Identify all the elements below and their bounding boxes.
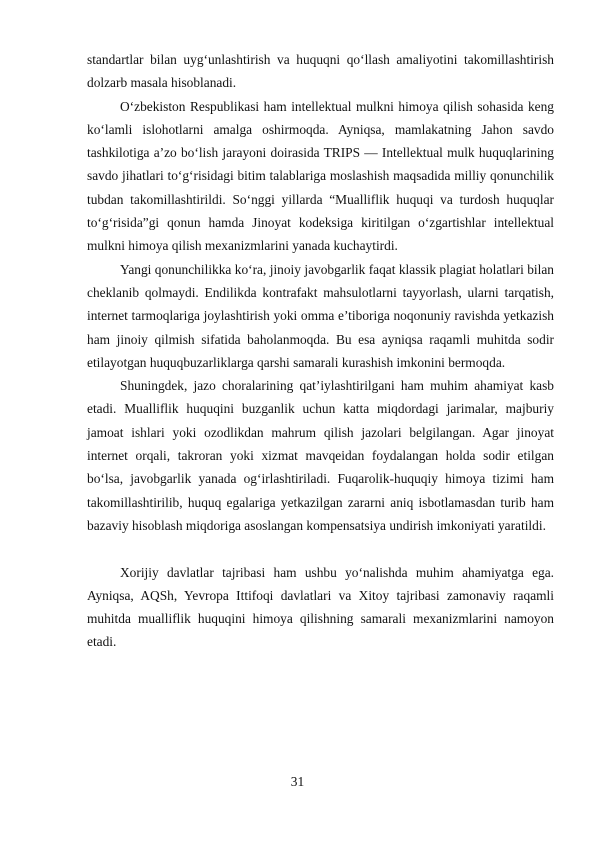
- paragraph-continuation: standartlar bilan uyg‘unlashtirish va huquqni qo‘llash amaliyotini takomillashtirish dolzarb masala hisoblanadi.: [87, 52, 554, 91]
- paragraph-new-legislation: Yangi qonunchilikka ko‘ra, jinoiy javobgarlik faqat klassik plagiat holatlari bilan cheklanib qolmaydi. Endilikda kontrafakt mahsulotlarni tayyorlash, ularni tarqatish, internet tarmoqlariga joylashtirish yoki omma e’tiboriga noqonuniy ravishda yetkazish ham jinoiy qilmish sifatida baholanmoqda. Bu esa ayniqsa raqamli muhitda sodir etilayotgan huquqbuzarliklarga qarshi samarali kurashish imkonini bermoqda.: [87, 261, 554, 370]
- document-page: [87, 48, 554, 654]
- paragraph-foreign-experience: Xorijiy davlatlar tajribasi ham ushbu yo‘nalishda muhim ahamiyatga ega. Ayniqsa, AQSh, Yevropa Ittifoqi davlatlari va Xitoy tajribasi zamonaviy raqamli muhitda mualliflik huquqini himoya qilishning samarali mexanizmlarini namoyon etadi.: [87, 564, 554, 650]
- page-number: 31: [290, 774, 305, 789]
- paragraph-gap: [87, 537, 554, 560]
- paragraph-uzbekistan-reforms: O‘zbekiston Respublikasi ham intellektual mulkni himoya qilish sohasida keng ko‘lamli islohotlarni amalga oshirmoqda. Ayniqsa, mamlakatning Jahon savdo tashkilotiga a’zo bo‘lish jarayoni doirasida TRIPS — Intellektual mulk huquqlarining savdo jihatlari to‘g‘risidagi bitim talablariga moslashish maqsadida milliy qonunchilik tubdan takomillashtirildi. So‘nggi yillarda “Mualliflik huquqi va turdosh huquqlar to‘g‘risida”gi qonun hamda Jinoyat kodeksiga kiritilgan o‘zgartishlar intellektual mulkni himoya qilish mexanizmlarini yanada kuchaytirdi.: [87, 98, 554, 254]
- paragraph-penalties: Shuningdek, jazo choralarining qat’iylashtirilgani ham muhim ahamiyat kasb etadi. Mualliflik huquqini buzganlik uchun katta miqdordagi jarimalar, majburiy jamoat ishlari yoki ozodlikdan mahrum qilish jazolari belgilangan. Agar jinoyat internet orqali, takroran yoki xizmat mavqeidan foydalangan holda sodir etilgan bo‘lsa, javobgarlik yanada og‘irlashtiriladi. Fuqarolik-huquqiy himoya tizimi ham takomillashtirilib, huquq egalariga yetkazilgan zararni aniq isbotlamasdan turib ham bazaviy hisoblash miqdoriga asoslangan kompensatsiya undirish imkoniyati yaratildi.: [87, 378, 554, 533]
